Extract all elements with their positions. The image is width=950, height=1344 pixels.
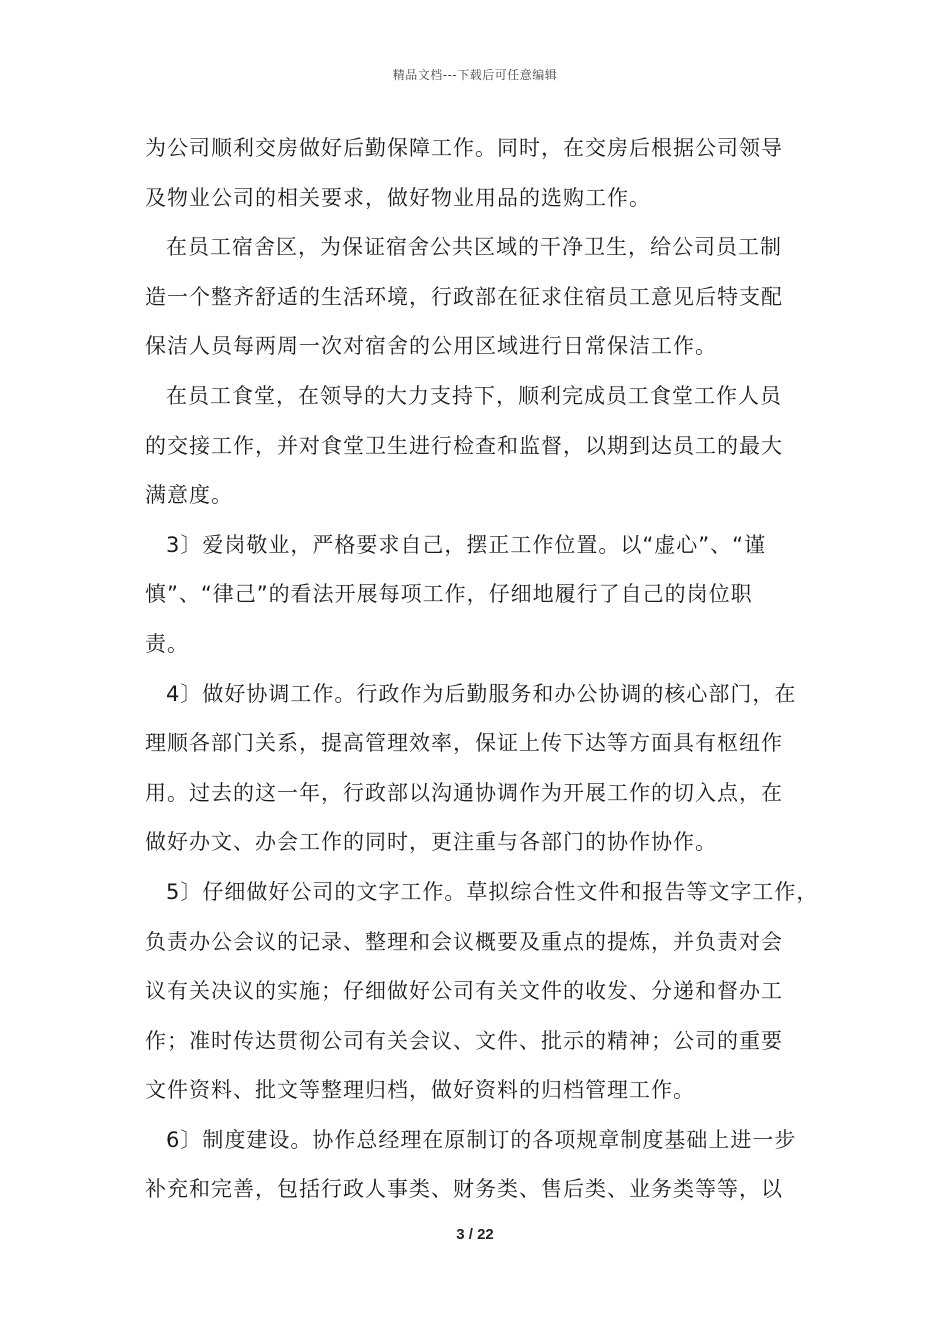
text-line: 满意度。	[145, 483, 233, 508]
text-line: 在员工宿舍区，为保证宿舍公共区域的干净卫生，给公司员工制	[166, 235, 782, 260]
text-line: 的交接工作，并对食堂卫生进行检查和监督，以期到达员工的最大	[145, 433, 783, 458]
text-line: 理顺各部门关系，提高管理效率，保证上传下达等方面具有枢纽作	[145, 731, 783, 756]
text-line: 用。过去的这一年，行政部以沟通协调作为开展工作的切入点，在	[145, 780, 783, 805]
text-line: 3〕爱岗敬业，严格要求自己，摆正工作位置。以“虚心”、“谨	[166, 532, 766, 557]
text-line: 4〕做好协调工作。行政作为后勤服务和办公协调的核心部门，在	[166, 681, 797, 706]
page-header: 精品文档---下载后可任意编辑	[392, 68, 558, 82]
text-line: 及物业公司的相关要求，做好物业用品的选购工作。	[145, 185, 651, 210]
text-line: 在员工食堂，在领导的大力支持下，顺利完成员工食堂工作人员	[166, 383, 782, 408]
text-line: 文件资料、批文等整理归档，做好资料的归档管理工作。	[145, 1078, 695, 1103]
text-line: 做好办文、办会工作的同时，更注重与各部门的协作协作。	[145, 830, 717, 855]
text-line: 负责办公会议的记录、整理和会议概要及重点的提炼，并负责对会	[145, 929, 783, 954]
text-line: 造一个整齐舒适的生活环境，行政部在征求住宿员工意见后特支配	[145, 284, 783, 309]
text-line: 6〕制度建设。协作总经理在原制订的各项规章制度基础上进一步	[166, 1127, 797, 1152]
text-line: 议有关决议的实施；仔细做好公司有关文件的收发、分递和督办工	[145, 979, 783, 1004]
document-body	[145, 128, 819, 1219]
text-line: 慎”、“律己”的看法开展每项工作，仔细地履行了自己的岗位职	[145, 582, 753, 607]
text-line: 保洁人员每两周一次对宿舍的公用区域进行日常保洁工作。	[145, 334, 717, 359]
page-number: 3 / 22	[456, 1226, 494, 1243]
text-line: 5〕仔细做好公司的文字工作。草拟综合性文件和报告等文字工作，	[166, 879, 819, 904]
text-line: 责。	[145, 631, 189, 656]
text-line: 作；准时传达贯彻公司有关会议、文件、批示的精神；公司的重要	[145, 1028, 783, 1053]
text-line: 为公司顺利交房做好后勤保障工作。同时，在交房后根据公司领导	[145, 136, 783, 160]
text-line: 补充和完善，包括行政人事类、财务类、售后类、业务类等等，以	[145, 1177, 783, 1202]
